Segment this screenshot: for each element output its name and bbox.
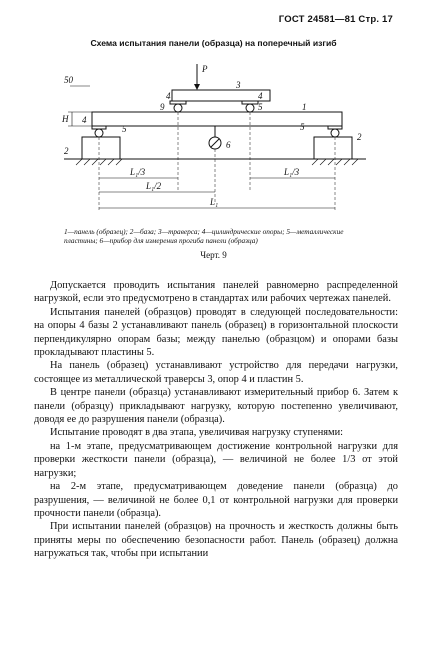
label-9: 9 [160,102,165,112]
label-5-top: 5 [258,102,263,112]
paragraph: на 1-м этапе, предусматривающем достижение контрольной нагрузки для проверки жесткости панели (образца), — величиной не более 1/3 от этой нагрузки; [34,440,398,479]
label-1: 1 [302,102,307,112]
label-l1-3-right: L₁/3 [284,167,300,177]
paragraph: При испытании панелей (образцов) на прочность и жесткость должны быть приняты меры по обеспечению безопасности работ. Панель (образец) должна нагружаться так, чтобы при испытании [34,521,398,560]
panel [92,112,342,126]
lower-roller-left [95,129,103,137]
body-text [34,279,398,561]
page-header: ГОСТ 24581—81 Стр. 17 [278,14,393,25]
label-2-left: 2 [64,146,69,156]
lower-roller-right [331,129,339,137]
figure-number: Черт. 9 [200,250,227,260]
label-l1: L₁ [210,197,219,207]
label-50: 50 [64,75,73,85]
paragraph: Допускается проводить испытания панелей равномерно распределенной нагрузкой, если это предусмотрено в стандартах или рабочих чертежах панелей. [34,280,398,305]
figure-caption: 1—панель (образец); 2—база; 3—траверса; 4—цилиндрические опоры; 5—металлические пластины; 6—прибор для измерения прогиба панели (образца) [64,227,344,245]
label-l1-3-left: L₁/3 [130,167,146,177]
label-5-right: 5 [300,122,305,132]
label-l1-2: L₁/2 [146,181,162,191]
label-6: 6 [226,140,231,150]
label-h: H [62,114,69,124]
label-p: P [202,64,208,74]
paragraph: На панель (образец) устанавливают устройство для передачи нагрузки, состоящее из металлической траверсы 3, опор 4 и пластин 5. [34,360,398,385]
upper-roller-right [246,104,254,112]
label-4-top-right: 4 [258,91,263,101]
upper-roller-left [174,104,182,112]
bending-test-diagram [60,50,370,250]
base-left [82,137,120,159]
base-right [314,137,352,159]
traverse [172,90,270,101]
paragraph: на 2-м этапе, предусматривающем доведение панели (образца) до разрушения, — величиной не более 0,1 от контрольной нагрузки для проверки прочности панели (образца). [34,481,398,519]
label-2-right: 2 [357,132,362,142]
paragraph: Испытания панелей (образцов) проводят в следующей последовательности: на опоры 4 базы 2 устанавливают панель (образец) в горизонтальной плоскости перпендикулярно опорам базы; между панелью (образцом) и опорами базы прокладывают пластины 5. [34,306,398,359]
paragraph: Испытание проводят в два этапа, увеличивая нагрузку ступенями: [50,427,344,439]
label-4-top-left: 4 [166,91,171,101]
paragraph: В центре панели (образца) устанавливают измерительный прибор 6. Затем к панели (образцу) прикладывают нагрузку, которую постепенно увеличивают, доводя ее до разрушения панели (образца). [34,387,398,426]
figure-title: Схема испытания панели (образца) на поперечный изгиб [90,38,337,48]
label-5-left: 5 [122,124,127,134]
label-3: 3 [236,80,241,90]
label-4-left: 4 [82,115,87,125]
